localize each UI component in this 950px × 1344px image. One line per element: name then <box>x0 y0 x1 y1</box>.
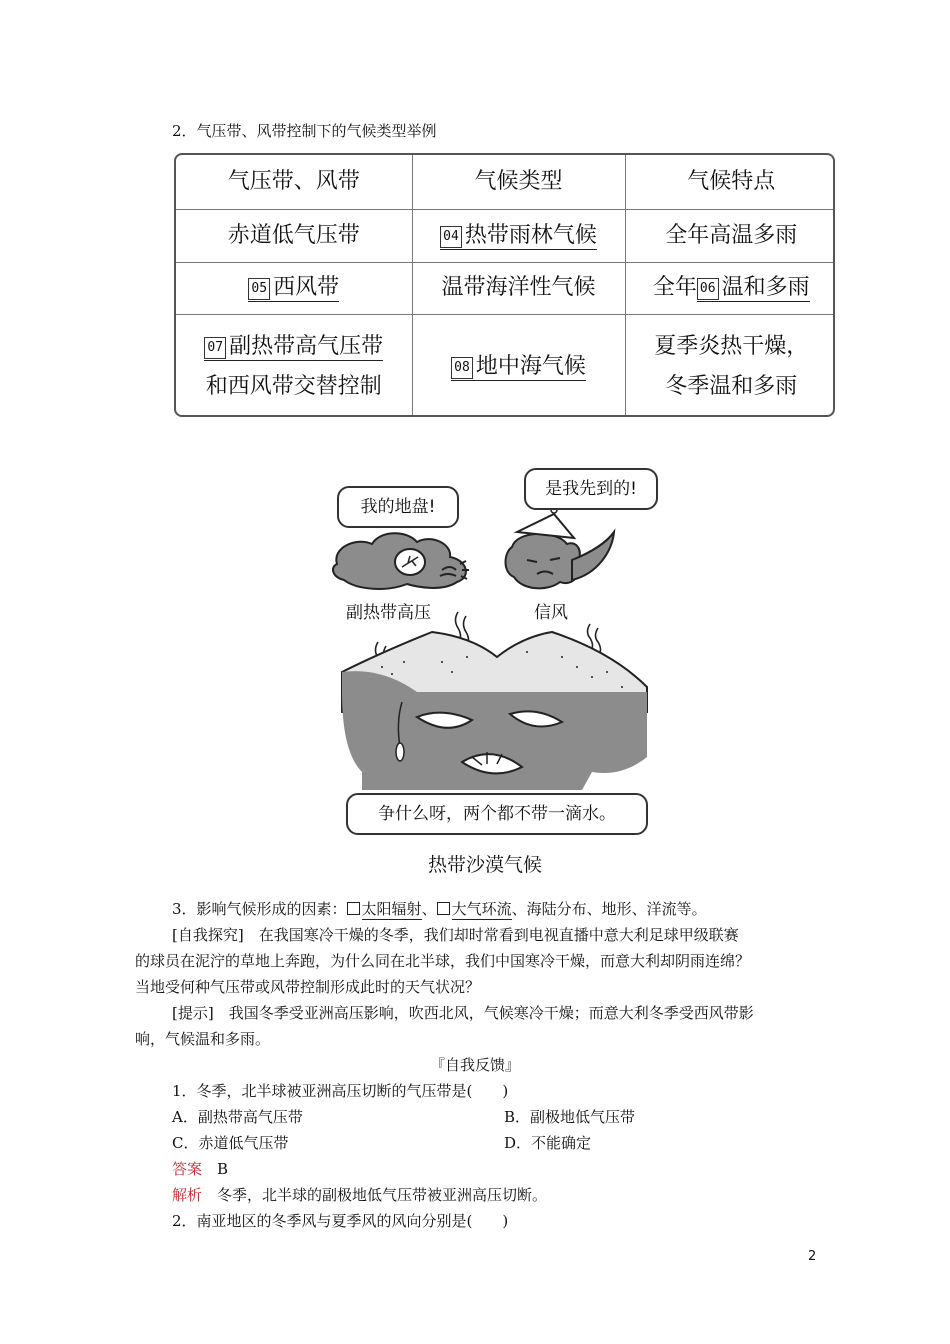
desert-climate-illustration <box>322 452 660 838</box>
blank-number: 07 <box>204 337 226 359</box>
section-heading: 2．气压带、风带控制下的气候类型举例 <box>172 122 437 140</box>
q1-option-a: A．副热带高气压带 <box>172 1108 303 1126</box>
blank-number: 05 <box>248 278 270 300</box>
speech-bubble-right: 是我先到的! <box>524 468 658 510</box>
q1-answer <box>172 1156 228 1182</box>
explore-label: [自我探究] <box>172 926 244 944</box>
answer-text: 和西风带交替控制 <box>205 373 382 399</box>
hint-label: [提示] <box>172 1004 214 1022</box>
label-trade-wind: 信风 <box>534 603 568 623</box>
blank-number: 08 <box>451 357 473 379</box>
table-cell: 全年高温多雨 <box>625 209 835 262</box>
q2-stem: 2．南亚地区的冬季风与夏季风的风向分别是( ) <box>172 1212 509 1230</box>
q1-option-d: D．不能确定 <box>504 1134 592 1152</box>
section3-line <box>172 896 707 922</box>
hint-line2: 响，气候温和多雨。 <box>135 1030 271 1048</box>
cell-text: 夏季炎热干燥， <box>654 333 809 359</box>
speech-bubble-bottom: 争什么呀，两个都不带一滴水。 <box>346 793 648 835</box>
q1-analysis <box>172 1182 547 1208</box>
blank-number: 06 <box>697 278 719 300</box>
section3-prefix: 3．影响气候形成的因素： <box>172 900 347 918</box>
trade-wind-character-icon <box>506 507 615 588</box>
explore-line2: 的球员在泥泞的草地上奔跑，为什么同在北半球，我们中国寒冷干燥，而意大利却阴雨连绵？ <box>135 952 751 970</box>
table-header: 气候特点 <box>625 155 835 209</box>
hint-text: 我国冬季受亚洲高压影响，吹西北风，气候寒冷干燥；而意大利冬季受西风带影 <box>213 1004 754 1022</box>
answer-text: 温和多雨 <box>721 275 810 300</box>
answer-text: 热带雨林气候 <box>464 222 597 248</box>
speech-bubble-left: 我的地盘! <box>337 486 459 528</box>
answer-text: 副热带高气压带 <box>229 333 384 359</box>
feedback-title: 『自我反馈』 <box>429 1056 520 1074</box>
cell-text: 冬季温和多雨 <box>665 373 798 399</box>
answer-text: 地中海气候 <box>475 353 586 379</box>
table-row <box>176 314 835 417</box>
table-cell: 赤道低气压带 <box>176 209 412 262</box>
blank-box-icon <box>347 902 360 915</box>
q1-stem: 1．冬季，北半球被亚洲高压切断的气压带是( ) <box>172 1082 509 1100</box>
answer-value: B <box>217 1160 229 1178</box>
explore-line1 <box>172 922 739 948</box>
q1-option-b: B．副极地低气压带 <box>504 1108 636 1126</box>
table-header: 气压带、风带 <box>176 155 412 209</box>
table-cell <box>625 314 835 417</box>
blank-number: 04 <box>440 226 462 248</box>
cell-text: 全年 <box>652 275 697 300</box>
table-cell <box>412 314 625 417</box>
answer-atmospheric-circulation: 大气环流 <box>451 900 512 918</box>
analysis-label: 解析 <box>172 1186 203 1204</box>
answer-label: 答案 <box>172 1160 203 1178</box>
label-subtropical-high: 副热带高压 <box>346 603 431 623</box>
separator: 、 <box>421 900 437 918</box>
table-cell <box>176 262 412 314</box>
section3-suffix: 、海陆分布、地形、洋流等。 <box>511 900 707 918</box>
blank-box-icon <box>437 902 450 915</box>
analysis-text: 冬季，北半球的副极地低气压带被亚洲高压切断。 <box>217 1186 548 1204</box>
table-row <box>176 209 835 262</box>
q1-option-c: C．赤道低气压带 <box>172 1134 289 1152</box>
explore-line3: 当地受何种气压带或风带控制形成此时的天气状况？ <box>135 978 481 996</box>
subtropical-high-cloud-icon <box>333 533 469 589</box>
climate-table <box>174 153 835 417</box>
table-cell <box>625 262 835 314</box>
page-number: 2 <box>808 1249 817 1264</box>
table-header: 气候类型 <box>412 155 625 209</box>
table-cell <box>176 314 412 417</box>
explore-text: 在我国寒冷干燥的冬季，我们却时常看到电视直播中意大利足球甲级联赛 <box>243 926 739 944</box>
answer-solar-radiation: 太阳辐射 <box>361 900 422 918</box>
table-row <box>176 262 835 314</box>
figure-caption: 热带沙漠气候 <box>427 854 542 876</box>
table-header-row <box>176 155 835 209</box>
desert-face-icon <box>342 692 647 790</box>
answer-text: 西风带 <box>273 275 340 300</box>
table-cell: 温带海洋性气候 <box>412 262 625 314</box>
table-cell <box>412 209 625 262</box>
hint-line1 <box>172 1000 754 1026</box>
